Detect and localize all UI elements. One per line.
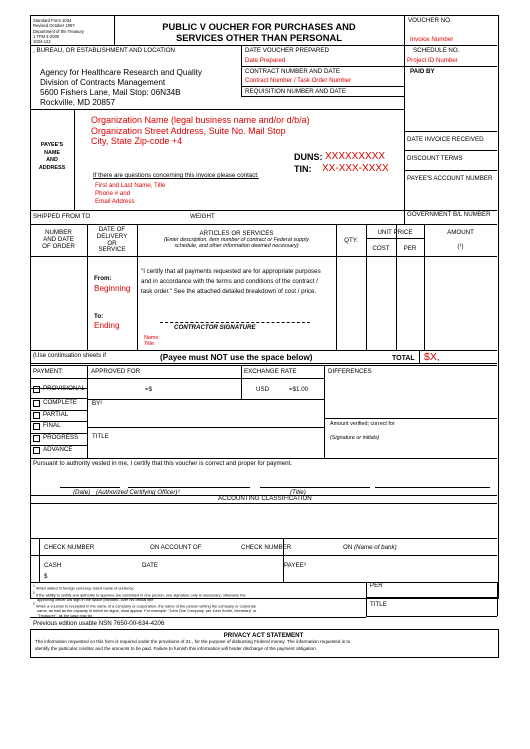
privacy-line-2: identify the particular creditor and the amounts to be paid. Failure to furnish this information will hinder discharge of the payment obligation. xyxy=(35,646,317,651)
payee-organization[interactable] xyxy=(91,115,310,147)
col-amount-note: (¹) xyxy=(457,243,464,250)
by-label: BY² xyxy=(92,400,103,407)
org-address: Organization Street Address, Suite No. Mail Stop xyxy=(91,125,286,136)
footnote-3b: name, as well as the capacity in which he signs, must appear. For example: "John Doe Company, per John Smith, Secretary" or xyxy=(37,608,257,614)
previous-edition: Previous edition usable NSN 7650-00-634-4206 xyxy=(33,620,165,627)
contractor-signature-label: CONTRACTOR SIGNATURE xyxy=(174,324,256,331)
duns-label: DUNS: xyxy=(294,152,323,162)
approved-for-label: APPROVED FOR xyxy=(91,368,141,375)
signer-title-label[interactable]: Title: xyxy=(144,341,156,347)
per-label: PER xyxy=(370,582,383,589)
check-number-2-label: CHECK NUMBER xyxy=(241,544,292,551)
payee-sig-label: PAYEE³ xyxy=(284,562,306,569)
footnote-1: $^1$ When stated in foreign currency, insert name of currency. xyxy=(33,584,135,591)
contact-email: Email Address xyxy=(95,198,135,205)
org-name: Organization Name (legal business name and/or d/b/a) xyxy=(91,115,310,125)
title-line-2: SERVICES OTHER THAN PERSONAL xyxy=(176,32,342,43)
cert-title-label: (Title) xyxy=(290,489,306,496)
approved-amount[interactable]: =$ xyxy=(145,386,153,393)
voucher-no-label: VOUCHER NO. xyxy=(408,17,452,24)
duns-value[interactable]: XXXXXXXXX xyxy=(325,151,386,162)
privacy-title: PRIVACY ACT STATEMENT xyxy=(223,632,304,639)
name-of-bank-label: (Name of bank) xyxy=(354,544,397,551)
cert-officer-label: (Authorized Certifying Officer)² xyxy=(96,489,180,496)
payee-account-label: PAYEE'S ACCOUNT NUMBER xyxy=(407,175,493,182)
footnote-3: $^3$ When a voucher is receipted in the name of a company or corporation, the name of the person writing the company or corporate xyxy=(33,602,257,609)
shipped-from-label: SHIPPED FROM TO xyxy=(33,213,91,220)
agency-line: Agency for Healthcare Research and Quality xyxy=(40,68,203,77)
form-info-line: 1034-122 xyxy=(33,39,51,45)
on-label: ON xyxy=(343,544,353,551)
signature-initials-label: (Signature or initials) xyxy=(330,435,380,441)
agency-line: Division of Contracts Management xyxy=(40,78,166,87)
from-label: From: xyxy=(94,275,112,282)
form-info-line: Standard Form 1034 xyxy=(33,18,72,23)
col-unit-price: UNIT PRICE xyxy=(377,229,413,236)
accounting-classification-label: ACCOUNTING CLASSIFICATION xyxy=(218,495,312,502)
total-label: TOTAL xyxy=(392,355,415,362)
footnote-2b: approving officer will sign in the space provided, over his official title. xyxy=(37,596,155,602)
col-per: PER xyxy=(403,245,417,252)
contact-name: First and Last Name, Title xyxy=(95,182,166,189)
form-info xyxy=(33,18,84,44)
col-qty: QTY. xyxy=(344,237,358,244)
footnote-2: $^2$ If the ability to certify and authority to approve are combined in one person, one signature only is necessary; otherwise the xyxy=(33,590,246,598)
date-prepared-label: DATE VOUCHER PREPARED xyxy=(245,47,330,54)
invoice-number-field[interactable]: Invoice Number xyxy=(410,36,454,43)
tin-label: TIN: xyxy=(294,164,312,174)
amount-verified-label: Amount verified; correct for xyxy=(330,421,395,427)
form-info-line: Department of the Treasury xyxy=(33,28,84,34)
contract-label: CONTRACT NUMBER AND DATE xyxy=(245,68,340,75)
on-account-of-label: ON ACCOUNT OF xyxy=(150,544,202,551)
col-articles: ARTICLES OR SERVICES xyxy=(199,230,274,237)
weight-label: WEIGHT xyxy=(190,213,215,220)
agency-address xyxy=(40,68,202,108)
tin-value[interactable]: XX-XXX-XXXX xyxy=(322,163,389,174)
to-value[interactable]: Ending xyxy=(94,321,120,330)
footnotes xyxy=(33,584,257,618)
differences-label: DIFFERENCES xyxy=(328,368,372,375)
dollar-label: $ xyxy=(44,573,48,580)
from-value[interactable]: Beginning xyxy=(94,284,131,293)
project-id-field[interactable]: Project ID Number xyxy=(407,57,458,64)
usd-label: USD xyxy=(256,386,270,393)
certify-statement: "I certify that all payments requested are for appropriate purposes and in accordance with the terms and conditions of the contract / task order." See the attached detailed breakdown of cost / price. xyxy=(141,268,321,295)
form-info-line: 1 TFM 4-2000 xyxy=(33,33,60,39)
payee-must-not: (Payee must NOT use the space below) xyxy=(160,353,313,362)
date-invoice-received-label: DATE INVOICE RECEIVED xyxy=(407,136,484,143)
date-prepared-field[interactable]: Date Prepared xyxy=(245,57,286,64)
total-value[interactable]: $X, xyxy=(424,351,440,363)
cash-label: CASH xyxy=(44,562,62,569)
paid-by-label: PAID BY xyxy=(410,68,435,75)
org-city: City, State Zip-code +4 xyxy=(91,136,183,146)
date-sig-label: (Date) xyxy=(73,489,91,496)
bureau-label: , BUREAU, OR ESTABLISHMENT AND LOCATION xyxy=(33,47,175,54)
authority-text: Pursuant to authority vested in me, I certify that this voucher is correct and proper for payment. xyxy=(33,460,292,467)
contact-phone: Phone # and xyxy=(95,190,131,197)
signer-name-label[interactable]: Name: xyxy=(144,335,160,341)
payment-label: PAYMENT: xyxy=(33,368,64,375)
discount-terms-label: DISCOUNT TERMS xyxy=(407,155,463,162)
col-articles-note: (Enter description, item number of contract or Federal supply schedule, and other information deemed necessary) xyxy=(163,237,309,249)
col-number: NUMBER AND DATE OF ORDER xyxy=(42,229,75,250)
title-label: TITLE xyxy=(92,433,109,440)
contract-field[interactable]: Contract Number / Task Order Number xyxy=(245,77,352,84)
payment-options: PROVISIONAL COMPLETE PARTIAL FINAL PROGRESS ADVANCE xyxy=(30,378,87,458)
gov-bl-label: GOVERNMENT B/L NUMBER xyxy=(407,211,491,218)
question-text: If there are questions concerning this invoice please contact: xyxy=(93,172,259,179)
contact-info[interactable] xyxy=(95,182,166,206)
to-label: To: xyxy=(94,313,104,320)
continuation-note: (Use continuation sheets if xyxy=(33,352,106,359)
col-cost: COST xyxy=(372,245,390,252)
check-number-label: CHECK NUMBER xyxy=(44,544,95,551)
cash-date-label: DATE xyxy=(142,562,159,569)
exchange-value[interactable]: =$1.00 xyxy=(289,386,309,393)
col-date-delivery: DATE OF DELIVERY OR SERVICE xyxy=(96,226,128,254)
payee-label: PAYEE'S NAME AND ADDRESS xyxy=(38,142,66,171)
agency-line: 5600 Fishers Lane, Mail Stop: 06N34B xyxy=(40,88,181,97)
exchange-rate-label: EXCHANGE RATE xyxy=(244,368,297,375)
col-amount: AMOUNT xyxy=(447,229,474,236)
requisition-label: REQUISITION NUMBER AND DATE xyxy=(245,88,346,95)
footnote-3c: "Treasurer", as the case may be. xyxy=(37,612,94,618)
check-title-label: TITLE xyxy=(370,601,387,608)
agency-line: Rockville, MD 20857 xyxy=(40,98,116,107)
form-info-line: Revised October 1987 xyxy=(33,23,75,29)
form-title xyxy=(114,21,404,43)
title-line-1: PUBLIC V OUCHER FOR PURCHASES AND xyxy=(162,21,356,32)
schedule-no-label: SCHEDULE NO. xyxy=(413,47,460,54)
privacy-line-1: The information requested on this form is required under the provisions of 31 , for the purpose of disbursing Federal money. The information requested is to xyxy=(35,639,351,644)
